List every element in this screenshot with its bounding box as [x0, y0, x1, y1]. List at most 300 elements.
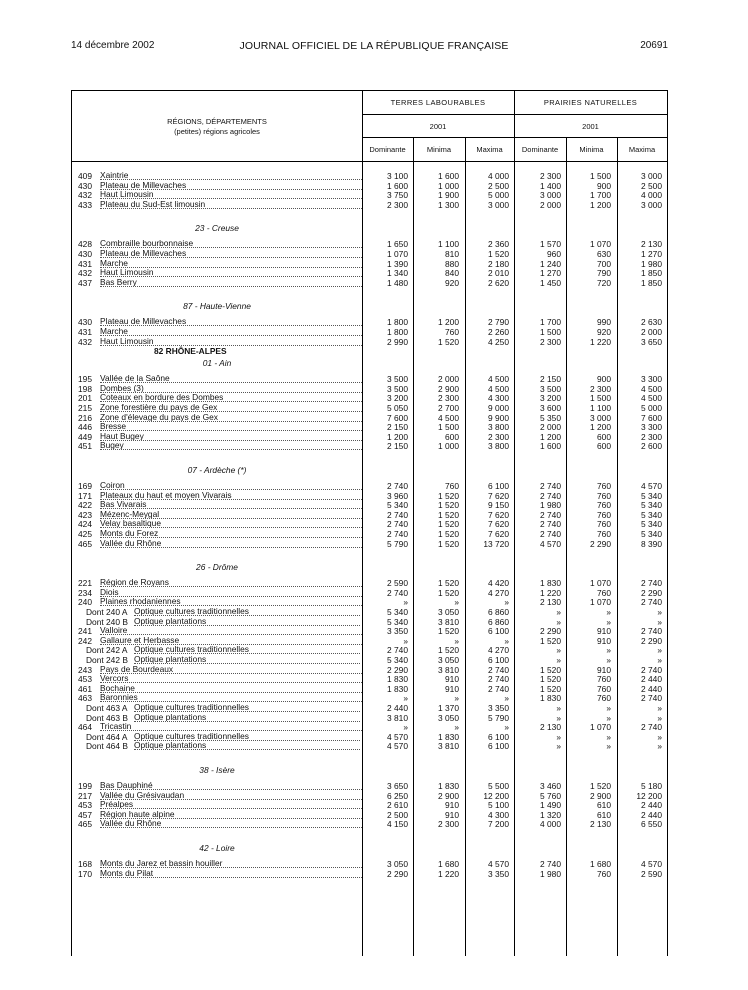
table-row	[72, 181, 667, 191]
value-cell: 12 200	[483, 790, 509, 801]
value-cell: 4 500	[641, 393, 662, 404]
region-name: Bas Berry	[100, 278, 362, 287]
value-cell: 610	[597, 809, 611, 820]
value-cell: 1 300	[438, 199, 459, 210]
region-code: 446	[78, 422, 92, 433]
value-cell: 900	[597, 180, 611, 191]
value-cell: 3 810	[387, 712, 408, 723]
value-cell: 2 740	[540, 529, 561, 539]
value-cell: 3 500	[540, 383, 561, 394]
value-cell: 700	[597, 258, 611, 269]
year-header: 2001	[582, 122, 599, 131]
value-cell: »	[504, 693, 509, 704]
table-row	[72, 259, 667, 269]
value-cell: 1 450	[540, 277, 561, 288]
value-cell: 4 500	[488, 383, 509, 394]
value-cell: 3 000	[641, 199, 662, 210]
value-cell: 5 050	[387, 403, 408, 413]
value-cell: 1 830	[387, 683, 408, 694]
value-cell: 720	[597, 277, 611, 288]
value-cell: 2 130	[590, 819, 611, 830]
region-name: Bugey	[100, 441, 362, 450]
value-cell: 1 200	[590, 199, 611, 210]
region-name: Valloire	[100, 626, 362, 635]
value-cell: 3 800	[488, 441, 509, 452]
value-cell: 12 200	[636, 790, 662, 801]
value-cell: 5 100	[488, 800, 509, 811]
table-row	[72, 190, 667, 200]
region-name: Vercors	[100, 674, 362, 683]
value-cell: 1 830	[540, 578, 561, 589]
value-cell: 2 740	[488, 683, 509, 694]
value-cell: 2 590	[641, 868, 662, 879]
table-row	[72, 713, 667, 723]
value-cell: 2 630	[641, 317, 662, 328]
value-cell: 1 000	[438, 441, 459, 452]
region-name: Région haute alpine	[100, 810, 362, 819]
value-cell: 2 000	[540, 422, 561, 433]
value-cell: 1 000	[438, 180, 459, 191]
table-row	[72, 519, 667, 529]
value-cell: 1 520	[540, 635, 561, 646]
table-row	[72, 693, 667, 703]
value-cell: 3 000	[488, 199, 509, 210]
value-cell: 2 740	[387, 481, 408, 491]
value-cell: 1 200	[387, 431, 408, 442]
value-cell: 760	[597, 868, 611, 879]
table-row	[72, 869, 667, 879]
value-cell: 1 520	[540, 674, 561, 685]
value-cell: 1 830	[438, 731, 459, 742]
value-cell: 2 740	[540, 519, 561, 530]
value-cell: 1 980	[540, 500, 561, 511]
value-cell: 1 070	[590, 578, 611, 589]
value-cell: 760	[597, 693, 611, 704]
value-cell: 1 520	[540, 683, 561, 694]
value-cell: 910	[445, 674, 459, 685]
region-code: 425	[78, 529, 92, 539]
region-name: Monts du Pilat	[100, 869, 362, 878]
value-cell: 810	[445, 249, 459, 259]
value-cell: 1 520	[438, 538, 459, 549]
value-cell: 1 500	[590, 393, 611, 404]
value-cell: 760	[445, 481, 459, 491]
region-name: Coiron	[100, 481, 362, 490]
region-name: Plateaux du haut et moyen Vivarais	[100, 491, 362, 500]
region-name: Haut Limousin	[100, 190, 362, 199]
value-cell: 1 220	[438, 868, 459, 879]
value-cell: 2 440	[641, 674, 662, 685]
region-code: 171	[78, 490, 92, 501]
value-cell: 990	[597, 317, 611, 328]
value-cell: 1 200	[540, 431, 561, 442]
region-name: Velay basaltique	[100, 519, 362, 528]
value-cell: 7 620	[488, 490, 509, 501]
value-cell: 4 500	[438, 412, 459, 423]
value-cell: 5 340	[641, 500, 662, 511]
region-name: Région de Royans	[100, 578, 362, 587]
value-cell: 1 700	[590, 190, 611, 201]
region-code: 453	[78, 800, 92, 811]
region-code: 422	[78, 500, 92, 511]
value-cell: 1 520	[438, 578, 459, 589]
region-code: 449	[78, 431, 92, 442]
value-cell: 2 130	[540, 597, 561, 608]
value-cell: 2 150	[387, 422, 408, 433]
value-cell: 5 180	[641, 781, 662, 791]
region-code: 217	[78, 790, 92, 801]
region-code: Dont 463 B	[86, 712, 128, 723]
region-heading: 82 RHÔNE-ALPES	[154, 346, 227, 357]
value-cell: »	[606, 607, 611, 617]
table-row	[72, 384, 667, 394]
value-cell: 4 420	[488, 578, 509, 589]
table-row	[72, 597, 667, 607]
region-name: Dombes (3)	[100, 384, 362, 393]
value-cell: 2 740	[387, 587, 408, 598]
value-cell: 1 490	[540, 800, 561, 811]
value-cell: 4 570	[641, 859, 662, 869]
region-name: Xaintrie	[100, 171, 362, 180]
value-cell: 880	[445, 258, 459, 269]
value-cell: 2 290	[387, 868, 408, 879]
value-cell: 2 900	[590, 790, 611, 801]
table-row	[72, 665, 667, 675]
value-cell: 760	[445, 327, 459, 337]
value-cell: 2 740	[488, 664, 509, 675]
value-cell: 2 590	[387, 578, 408, 589]
table-row	[72, 491, 667, 501]
value-cell: 2 620	[488, 277, 509, 288]
value-cell: 1 520	[438, 626, 459, 637]
region-code: 169	[78, 481, 92, 491]
value-cell: 910	[597, 626, 611, 637]
value-cell: 2 290	[387, 664, 408, 675]
value-cell: 5 340	[641, 529, 662, 539]
value-cell: 2 740	[387, 509, 408, 520]
value-cell: 6 100	[488, 626, 509, 637]
region-name: Gallaure et Herbasse	[100, 636, 362, 645]
region-code: 430	[78, 317, 92, 328]
value-cell: 7 620	[488, 509, 509, 520]
table-row	[72, 607, 667, 617]
region-code: 221	[78, 578, 92, 589]
region-name: Haut Limousin	[100, 268, 362, 277]
left-header-subtitle: (petites) régions agricoles	[174, 127, 260, 136]
value-cell: 3 810	[438, 664, 459, 675]
value-cell: 6 100	[488, 481, 509, 491]
table-row	[72, 703, 667, 713]
region-name: Optique cultures traditionnelles	[134, 645, 360, 654]
department-heading: 01 - Ain	[202, 358, 232, 369]
value-cell: »	[657, 607, 662, 617]
table-row	[72, 859, 667, 869]
value-cell: 910	[597, 635, 611, 646]
value-cell: 2 610	[387, 800, 408, 811]
value-cell: 3 500	[387, 383, 408, 394]
value-cell: 920	[445, 277, 459, 288]
value-cell: 2 300	[387, 199, 408, 210]
value-cell: 760	[597, 529, 611, 539]
value-cell: 3 500	[387, 374, 408, 385]
table-row	[72, 655, 667, 665]
value-cell: 1 850	[641, 268, 662, 279]
region-name: Plateau de Millevaches	[100, 317, 362, 326]
region-name: Haut Limousin	[100, 337, 362, 346]
value-cell: »	[454, 635, 459, 646]
region-code: 461	[78, 683, 92, 694]
value-cell: 790	[597, 268, 611, 279]
value-cell: 1 800	[387, 327, 408, 337]
value-cell: 5 340	[387, 616, 408, 627]
col-header: Maxima	[628, 145, 656, 154]
value-cell: 1 240	[540, 258, 561, 269]
value-cell: 910	[445, 683, 459, 694]
value-cell: 4 570	[488, 859, 509, 869]
table-row	[72, 617, 667, 627]
header-rule	[72, 161, 667, 162]
value-cell: »	[606, 655, 611, 665]
region-name: Bas Dauphiné	[100, 781, 362, 790]
region-name: Vallée du Grésivaudan	[100, 791, 362, 800]
region-code: Dont 242 B	[86, 655, 128, 665]
table-row	[72, 481, 667, 491]
value-cell: 7 620	[488, 519, 509, 530]
region-name: Vallée du Rhône	[100, 819, 362, 828]
value-cell: 2 740	[540, 859, 561, 869]
value-cell: 4 150	[387, 819, 408, 830]
value-cell: 1 200	[438, 317, 459, 328]
value-cell: 2 300	[540, 171, 561, 181]
region-name: Coteaux en bordure des Dombes	[100, 393, 362, 402]
value-cell: 7 200	[488, 819, 509, 830]
table-row	[72, 500, 667, 510]
region-code: 195	[78, 374, 92, 385]
value-cell: 1 520	[438, 519, 459, 530]
region-code: 457	[78, 809, 92, 820]
value-cell: 1 520	[438, 336, 459, 347]
value-cell: 4 000	[540, 819, 561, 830]
value-cell: 610	[597, 800, 611, 811]
region-name: Optique plantations	[134, 741, 360, 750]
department-heading: 42 - Loire	[199, 843, 235, 853]
region-code: 431	[78, 327, 92, 337]
value-cell: 3 300	[641, 422, 662, 433]
table-row	[72, 327, 667, 337]
value-cell: 5 340	[387, 500, 408, 511]
value-cell: 5 340	[641, 509, 662, 520]
value-cell: 1 520	[540, 664, 561, 675]
value-cell: »	[556, 731, 561, 742]
value-cell: 1 340	[387, 268, 408, 279]
value-cell: 2 290	[540, 626, 561, 637]
col-header: Minima	[579, 145, 604, 154]
value-cell: 760	[597, 683, 611, 694]
value-cell: 3 000	[540, 190, 561, 201]
value-cell: 3 050	[387, 859, 408, 869]
value-cell: 1 070	[590, 239, 611, 250]
value-cell: 600	[597, 431, 611, 442]
value-cell: 3 050	[438, 655, 459, 665]
value-cell: 1 390	[387, 258, 408, 269]
value-cell: 2 180	[488, 258, 509, 269]
region-name: Pays de Bourdeaux	[100, 665, 362, 674]
value-cell: 4 300	[488, 393, 509, 404]
value-cell: 2 740	[387, 519, 408, 530]
value-cell: 760	[597, 674, 611, 685]
value-cell: »	[606, 731, 611, 742]
value-cell: 2 150	[540, 374, 561, 385]
region-code: 168	[78, 859, 92, 869]
region-code: 431	[78, 258, 92, 269]
region-code: 424	[78, 519, 92, 530]
table-row	[72, 529, 667, 539]
value-cell: 910	[445, 800, 459, 811]
region-code: 199	[78, 781, 92, 791]
region-code: 432	[78, 336, 92, 347]
region-code: Dont 240 A	[86, 607, 128, 617]
value-cell: 2 900	[438, 383, 459, 394]
value-cell: 840	[445, 268, 459, 279]
value-cell: 1 270	[641, 249, 662, 259]
value-cell: 1 520	[438, 529, 459, 539]
value-cell: 13 720	[483, 538, 509, 549]
value-cell: 2 300	[540, 336, 561, 347]
table-row	[72, 393, 667, 403]
table-row	[72, 800, 667, 810]
value-cell: 1 200	[590, 422, 611, 433]
value-cell: »	[454, 693, 459, 704]
region-name: Plateau de Millevaches	[100, 181, 362, 190]
value-cell: 3 800	[488, 422, 509, 433]
value-cell: 1 520	[438, 500, 459, 511]
value-cell: 6 100	[488, 655, 509, 665]
value-cell: 2 740	[540, 490, 561, 501]
region-name: Zone forestière du pays de Gex	[100, 403, 362, 412]
value-cell: 2 300	[488, 431, 509, 442]
value-cell: 2 440	[641, 809, 662, 820]
region-name: Plateau de Millevaches	[100, 249, 362, 258]
value-cell: »	[556, 607, 561, 617]
value-cell: 4 570	[387, 731, 408, 742]
value-cell: 4 570	[641, 481, 662, 491]
value-cell: 1 600	[438, 171, 459, 181]
value-cell: 3 050	[438, 712, 459, 723]
value-cell: 2 000	[641, 327, 662, 337]
value-cell: 3 650	[387, 781, 408, 791]
value-cell: »	[606, 703, 611, 713]
value-cell: 910	[445, 809, 459, 820]
value-cell: 1 680	[590, 859, 611, 869]
value-cell: 9 900	[488, 412, 509, 423]
value-cell: »	[606, 712, 611, 723]
value-cell: 1 520	[438, 645, 459, 656]
region-code: 234	[78, 587, 92, 598]
value-cell: 2 740	[641, 664, 662, 675]
value-cell: »	[657, 703, 662, 713]
value-cell: 6 550	[641, 819, 662, 830]
value-cell: 4 270	[488, 587, 509, 598]
value-cell: »	[606, 741, 611, 752]
region-name: Monts du Forez	[100, 529, 362, 538]
value-cell: 1 480	[387, 277, 408, 288]
value-cell: 6 100	[488, 741, 509, 752]
value-cell: 1 520	[438, 490, 459, 501]
region-name: Marche	[100, 259, 362, 268]
table-row	[72, 413, 667, 423]
value-cell: 6 100	[488, 731, 509, 742]
col-header: Dominante	[369, 145, 406, 154]
value-cell: 6 860	[488, 616, 509, 627]
region-code: 241	[78, 626, 92, 637]
region-code: 428	[78, 239, 92, 250]
header-page-number: 20691	[640, 40, 668, 51]
value-cell: 1 070	[590, 597, 611, 608]
value-cell: 2 740	[641, 722, 662, 733]
region-code: 170	[78, 868, 92, 879]
value-cell: 4 500	[641, 383, 662, 394]
value-cell: 760	[597, 587, 611, 598]
region-code: Dont 463 A	[86, 703, 128, 713]
value-cell: 760	[597, 500, 611, 511]
table-row	[72, 781, 667, 791]
value-cell: 1 320	[540, 809, 561, 820]
value-cell: 1 800	[387, 317, 408, 328]
value-cell: 2 150	[387, 441, 408, 452]
region-code: 464	[78, 722, 92, 733]
value-cell: 4 300	[488, 809, 509, 820]
value-cell: 9 150	[488, 500, 509, 511]
value-cell: 1 980	[641, 258, 662, 269]
value-cell: »	[556, 645, 561, 656]
value-cell: 4 000	[641, 190, 662, 201]
value-cell: 2 300	[590, 383, 611, 394]
region-code: 240	[78, 597, 92, 608]
value-cell: 1 600	[387, 180, 408, 191]
region-code: 463	[78, 693, 92, 704]
region-name: Bresse	[100, 422, 362, 431]
value-cell: »	[657, 712, 662, 723]
value-cell: »	[657, 645, 662, 656]
value-cell: 1 600	[540, 441, 561, 452]
value-cell: 760	[597, 490, 611, 501]
value-cell: 3 200	[540, 393, 561, 404]
value-cell: 5 340	[387, 607, 408, 617]
value-cell: 2 440	[641, 800, 662, 811]
department-heading: 07 - Ardèche (*)	[187, 465, 247, 475]
value-cell: 5 340	[387, 655, 408, 665]
table-row	[72, 741, 667, 751]
value-cell: 1 220	[590, 336, 611, 347]
value-cell: 3 300	[641, 374, 662, 385]
table-row	[72, 171, 667, 181]
region-code: 465	[78, 538, 92, 549]
value-cell: 2 290	[590, 538, 611, 549]
value-cell: 1 270	[540, 268, 561, 279]
value-cell: 5 340	[641, 519, 662, 530]
value-cell: 7 620	[488, 529, 509, 539]
region-name: Tricastin	[100, 722, 362, 731]
value-cell: 6 250	[387, 790, 408, 801]
table-row	[72, 374, 667, 384]
value-cell: 5 000	[488, 190, 509, 201]
value-cell: 3 350	[387, 626, 408, 637]
region-name: Optique plantations	[134, 617, 360, 626]
value-cell: »	[606, 616, 611, 627]
value-cell: 5 000	[641, 403, 662, 413]
value-cell: 3 650	[641, 336, 662, 347]
value-cell: 2 740	[641, 578, 662, 589]
